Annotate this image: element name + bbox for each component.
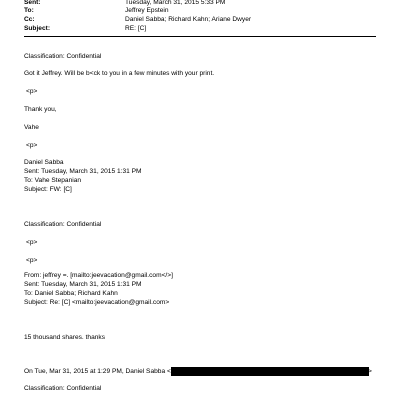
quoted-from: From: jeffrey =. [mailto:jeevacation@gmail.com</>] [24,272,173,279]
header-cc-label: Cc: [24,16,35,23]
forward-from: Daniel Sabba [24,159,64,166]
redaction-bar [171,367,369,376]
p-tag-text: <p> [26,239,38,246]
p-tag-text: <p> [26,142,38,149]
thank-you-text: Thank you, [24,106,57,113]
header-to-value: Jeffrey Epstein [125,7,169,14]
quoted-subject: Subject: Re: [C] <mailto:jeevacation@gmail.com> [24,299,170,306]
signature-name: Vahe [24,124,39,131]
header-sent-label: Sent: [24,0,41,6]
p-tag-text: <p> [26,257,38,264]
quote-intro-end: > [368,368,372,375]
reply-text: Got it Jeffrey. Will be b<ck to you in a few minutes with your print. [24,70,215,77]
header-to-label: To: [24,7,34,14]
forward-sent: Sent: Tuesday, March 31, 2015 1:31 PM [24,168,142,175]
forward-to: To: Vahe Stepanian [24,177,82,184]
quote-intro: On Tue, Mar 31, 2015 at 1:29 PM, Daniel Sabba < [24,368,171,375]
header-sent-value: Tuesday, March 31, 2015 5:33 PM [125,0,226,6]
forward-subject: Subject: FW: [C] [24,186,72,193]
header-subject-value: RE: [C] [125,25,147,32]
p-tag-text: <p> [26,88,38,95]
classification-line: Classification: Confidential [24,385,102,392]
classification-line: Classification: Confidential [24,221,102,228]
classification-line: Classification: Confidential [24,53,102,60]
shares-text: 15 thousand shares. thanks [24,334,106,341]
quoted-to: To: Daniel Sabba; Richard Kahn [24,290,118,297]
header-divider [24,36,376,37]
header-cc-value: Daniel Sabba; Richard Kahn; Ariane Dwyer [125,16,252,23]
header-subject-label: Subject: [24,25,51,32]
quoted-sent: Sent: Tuesday, March 31, 2015 1:31 PM [24,281,142,288]
